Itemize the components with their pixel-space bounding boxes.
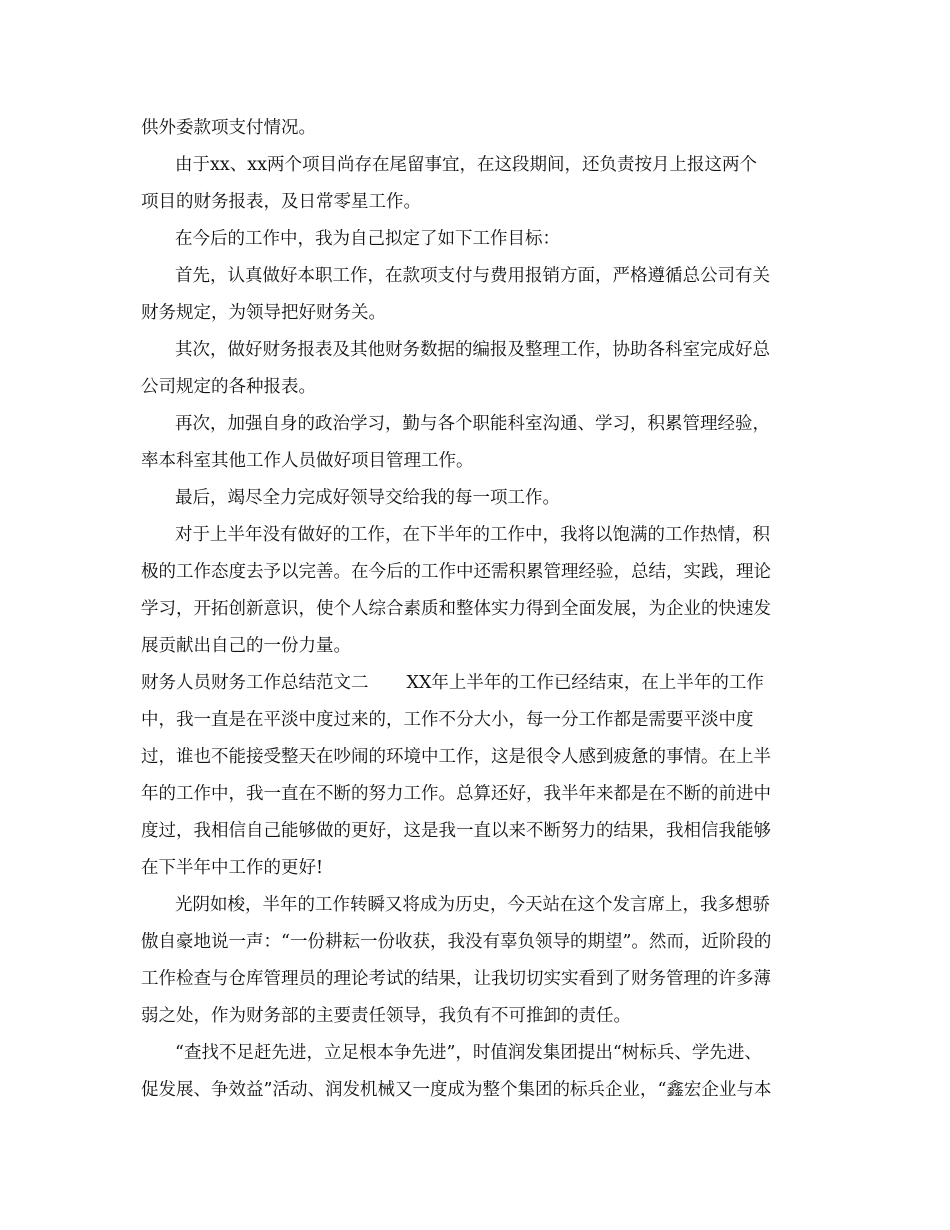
paragraph-line: 中，我一直是在平淡中度过来的，工作不分大小，每一分工作都是需要平淡中度: [141, 710, 754, 730]
paragraph-line: 供外委款项支付情况。: [141, 118, 316, 138]
paragraph-line: 促发展、争效益”活动、润发机械又一度成为整个集团的标兵企业，“鑫宏企业与本: [141, 1080, 772, 1100]
section-heading-line: [141, 665, 811, 702]
paragraph-line: 弱之处，作为财务部的主要责任领导，我负有不可推卸的责任。: [141, 1006, 631, 1026]
paragraph-line: “查找不足赶先进，立足根本争先进”，时值润发集团提出“树标兵、学先进、: [175, 1043, 762, 1063]
paragraph-line: 光阴如梭，半年的工作转瞬又将成为历史，今天站在这个发言席上，我多想骄: [175, 895, 770, 915]
paragraph-line: 过，谁也不能接受整天在吵闹的环境中工作，这是很令人感到疲惫的事情。在上半: [141, 747, 771, 767]
paragraph-line: 在今后的工作中，我为自己拟定了如下工作目标：: [175, 229, 560, 249]
paragraph-line: 学习，开拓创新意识，使个人综合素质和整体实力得到全面发展，为企业的快速发: [141, 599, 771, 619]
paragraph-line: 度过，我相信自己能够做的更好，这是我一直以来不断努力的结果，我相信我能够: [141, 821, 771, 841]
paragraph-line: 工作检查与仓库管理员的理论考试的结果，让我切切实实看到了财务管理的许多薄: [141, 969, 771, 989]
paragraph-line: 首先，认真做好本职工作，在款项支付与费用报销方面，严格遵循总公司有关: [175, 266, 770, 286]
paragraph-line: 傲自豪地说一声：“一份耕耘一份收获，我没有辜负领导的期望”。然而，近阶段的: [141, 932, 772, 952]
paragraph-line: 年的工作中，我一直在不断的努力工作。总算还好，我半年来都是在不断的前进中: [141, 784, 771, 804]
paragraph-line: 极的工作态度去予以完善。在今后的工作中还需积累管理经验，总结，实践，理论: [141, 562, 771, 582]
paragraph-line: 财务规定，为领导把好财务关。: [141, 303, 386, 323]
paragraph-line: 最后，竭尽全力完成好领导交给我的每一项工作。: [175, 488, 560, 508]
paragraph-line: 展贡献出自己的一份力量。: [141, 636, 351, 656]
document-body: [141, 110, 811, 1109]
paragraph-line: 项目的财务报表，及日常零星工作。: [141, 192, 421, 212]
paragraph-line: 由于xx、xx两个项目尚存在尾留事宜，在这段期间，还负责按月上报这两个: [175, 155, 757, 175]
paragraph-line: 在下半年中工作的更好!: [141, 858, 324, 878]
paragraph-line: 其次，做好财务报表及其他财务数据的编报及整理工作，协助各科室完成好总: [175, 340, 770, 360]
paragraph-line: 公司规定的各种报表。: [141, 377, 316, 397]
section-title: 财务人员财务工作总结范文二: [141, 673, 369, 693]
heading-spacer: [369, 665, 407, 702]
paragraph-first-line: XX年上半年的工作已经结束，在上半年的工作: [406, 673, 764, 693]
paragraph-line: 率本科室其他工作人员做好项目管理工作。: [141, 451, 474, 471]
paragraph-line: 对于上半年没有做好的工作，在下半年的工作中，我将以饱满的工作热情，积: [175, 525, 770, 545]
paragraph-line: 再次，加强自身的政治学习，勤与各个职能科室沟通、学习，积累管理经验，: [175, 414, 770, 434]
